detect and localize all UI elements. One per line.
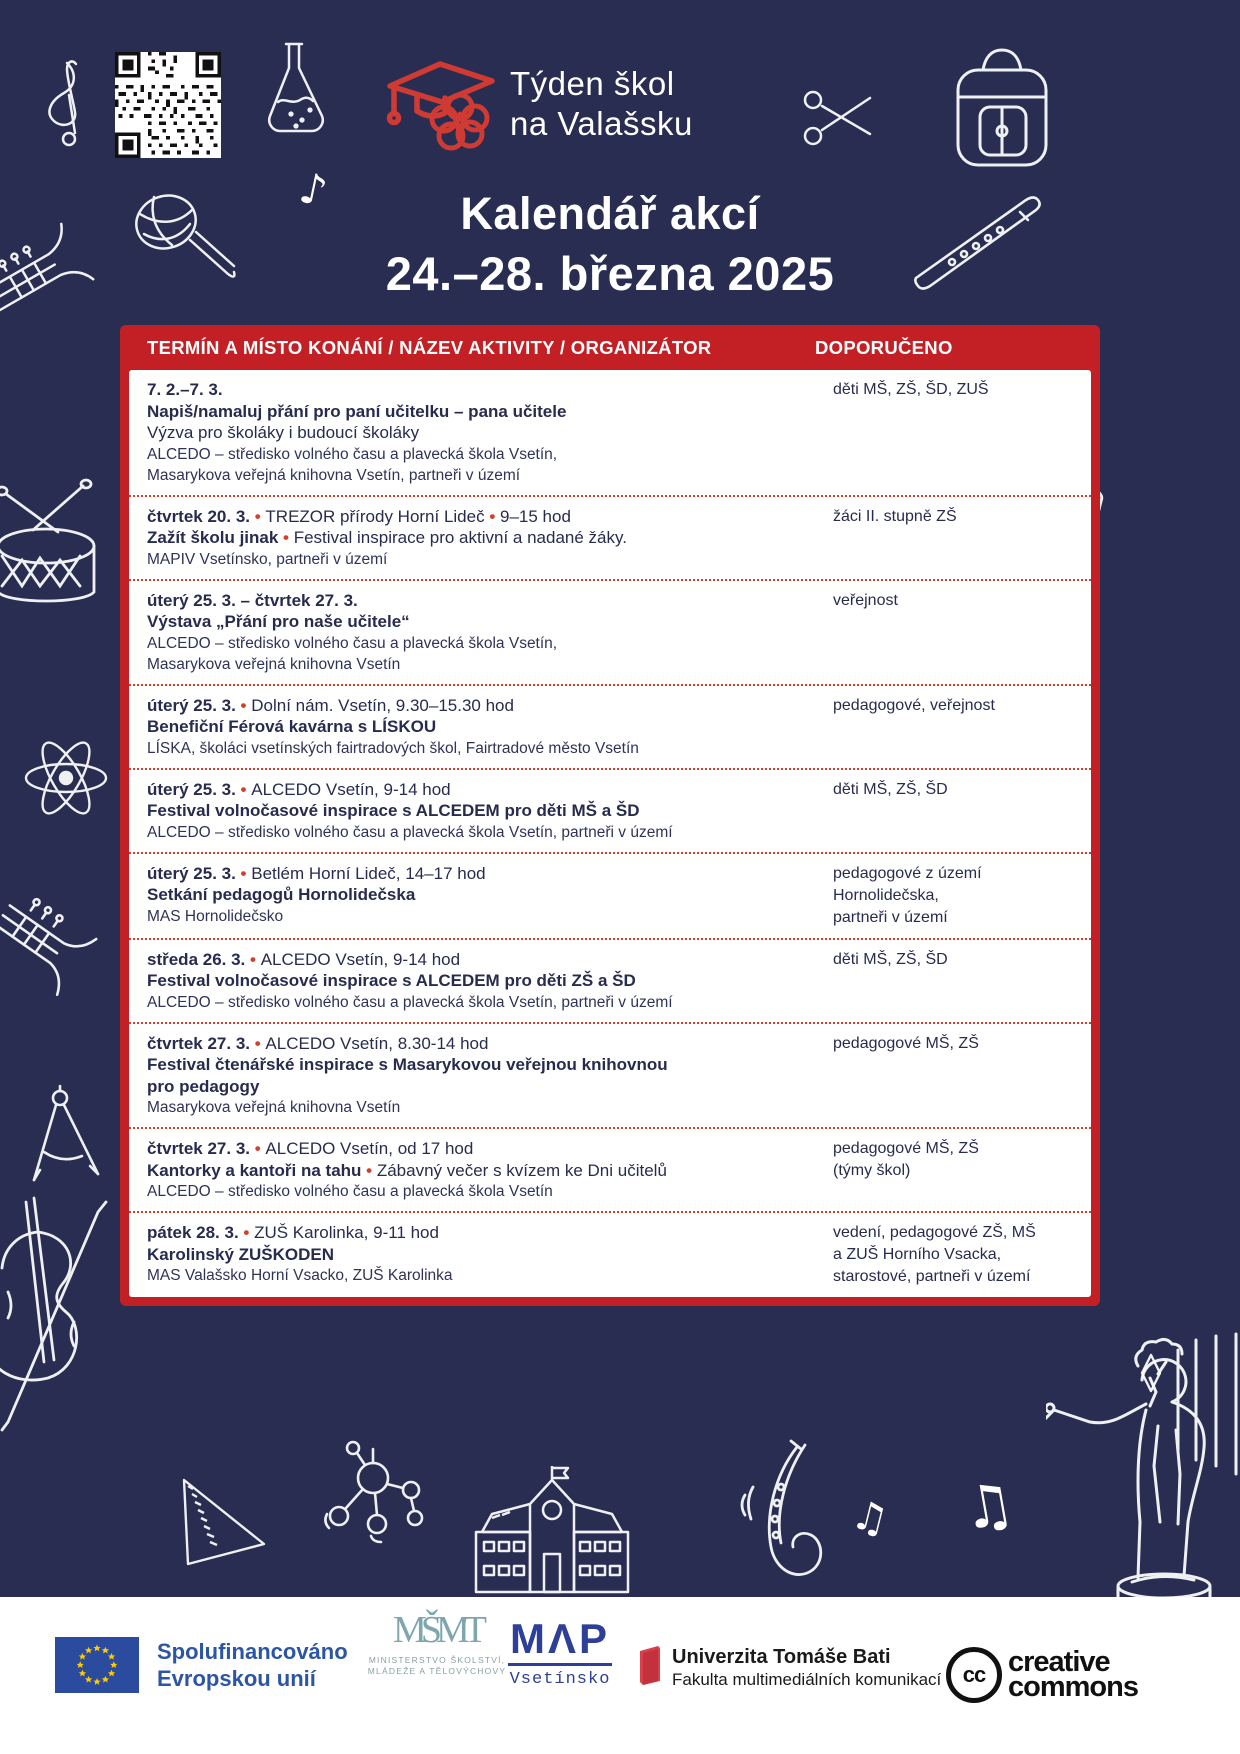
music-note-icon: ♫ — [846, 1491, 893, 1545]
msmt-line2: MLÁDEŽE A TĚLOVÝCHOVY — [367, 1666, 507, 1676]
event-audience: pedagogové MŠ, ZŠ — [833, 1034, 979, 1052]
eu-funding-line1: Spolufinancováno — [157, 1639, 348, 1664]
event-main: čtvrtek 27. 3. • ALCEDO Vsetín, 8.30-14 hod Festival čtenářské inspirace s Masarykovou veřejnou knihovnou pro pedagogy Masarykova veřejná knihovna Vsetín — [147, 1033, 668, 1116]
creative-commons-logo — [946, 1647, 1138, 1703]
utb-line1: Univerzita Tomáše Bati — [672, 1646, 891, 1668]
eu-funding-logo — [55, 1637, 348, 1693]
event-main: úterý 25. 3. • Betlém Horní Lideč, 14–17 hod Setkání pedagogů Hornolidečska MAS Hornolidečsko — [147, 863, 486, 925]
graduation-cap-flower-logo — [380, 50, 505, 160]
utb-book-icon — [638, 1645, 662, 1685]
msmt-logo — [352, 1609, 522, 1677]
backpack-icon — [938, 35, 1066, 173]
music-note-icon: ♫ — [956, 1468, 1020, 1544]
eu-funding-line2: Evropskou unií — [157, 1666, 316, 1691]
scissors-icon — [800, 90, 876, 150]
eu-flag-icon — [55, 1637, 139, 1693]
qr-code-icon — [115, 52, 221, 158]
table-row — [129, 684, 1091, 768]
brand-line1: Týden škol — [510, 65, 675, 102]
molecule-icon — [315, 1438, 427, 1566]
table-row — [129, 852, 1091, 938]
cello-icon — [0, 1172, 128, 1434]
table-row — [129, 1127, 1091, 1211]
event-audience: pedagogové MŠ, ZŠ (týmy škol) — [833, 1140, 979, 1179]
event-main: úterý 25. 3. – čtvrtek 27. 3. Výstava „Přání pro naše učitele“ ALCEDO – středisko volného času a plavecká škola Vsetín, Masarykova veřejná knihovna Vsetín — [147, 590, 558, 673]
event-main: úterý 25. 3. • ALCEDO Vsetín, 9-14 hod Festival volnočasové inspirace s ALCEDEM pro děti MŠ a ŠD ALCEDO – středisko volného času a plavecká škola Vsetín, partneři v území — [147, 779, 673, 841]
treble-clef-icon — [33, 55, 95, 151]
msmt-monogram: MŠMT — [393, 1609, 481, 1651]
event-main: čtvrtek 20. 3. • TREZOR přírody Horní Lideč • 9–15 hod Zažít školu jinak • Festival inspirace pro aktivní a nadané žáky. MAPIV Vsetínsko, partneři v území — [147, 506, 627, 568]
music-note-icon: ♪ — [295, 162, 332, 217]
event-main: čtvrtek 27. 3. • ALCEDO Vsetín, od 17 hod Kantorky a kantoři na tahu • Zábavný večer s kvízem ke Dni učitelů ALCEDO – středisko volného času a plavecká škola Vsetín — [147, 1139, 667, 1200]
table-body — [129, 370, 1091, 1297]
drum-icon — [0, 478, 108, 626]
table-row — [129, 768, 1091, 852]
cc-line1: creative — [1008, 1646, 1110, 1678]
brand-line2: na Valašsku — [510, 105, 693, 142]
atom-icon — [22, 732, 110, 824]
event-audience: žáci II. stupně ZŠ — [833, 507, 957, 525]
event-main: 7. 2.–7. 3. Napiš/namaluj přání pro paní učitelku – pana učitele Výzva pro školáky i budoucí školáky ALCEDO – středisko volného času a plavecká škola Vsetín, Masarykova veřejná knihovna Vsetín, partneři v území — [147, 380, 567, 484]
event-audience: pedagogové z území Hornolidečska, partneři v území — [833, 864, 982, 926]
event-main: úterý 25. 3. • Dolní nám. Vsetín, 9.30–15.30 hod Benefiční Férová kavárna s LÍSKOU LÍSKA, školáci vsetínských fairtradových škol, Fairtradové město Vsetín — [147, 695, 639, 757]
footer — [0, 1597, 1240, 1754]
table-row — [129, 579, 1091, 684]
page-title: Kalendář akcí — [460, 188, 760, 239]
column-header-term: TERMÍN A MÍSTO KONÁNÍ / NÁZEV AKTIVITY / ORGANIZÁTOR — [147, 336, 712, 358]
map-abbr: MΛP — [508, 1617, 612, 1666]
trumpet-icon — [0, 215, 102, 330]
cc-line2: commons — [1008, 1671, 1138, 1703]
page-title-block — [120, 188, 1100, 301]
column-header-recommended: DOPORUČENO — [815, 336, 953, 358]
event-audience: děti MŠ, ZŠ, ŠD, ZUŠ — [833, 381, 989, 398]
triangle-ruler-icon — [172, 1472, 270, 1572]
table-row — [129, 1211, 1091, 1297]
msmt-line1: MINISTERSTVO ŠKOLSTVÍ, — [368, 1655, 506, 1665]
event-audience: děti MŠ, ZŠ, ŠD — [833, 950, 948, 968]
brand-title — [510, 64, 693, 144]
event-audience: vedení, pedagogové ZŠ, MŠ a ZUŠ Horního Vsacka, starostové, partneři v území — [833, 1224, 1036, 1285]
event-main: pátek 28. 3. • ZUŠ Karolinka, 9-11 hod Karolinský ZUŠKODEN MAS Valašsko Horní Vsacko, ZUŠ Karolinka — [147, 1223, 453, 1284]
page-subtitle: 24.–28. března 2025 — [385, 247, 835, 300]
table-row — [129, 495, 1091, 579]
event-audience: veřejnost — [833, 591, 898, 609]
event-audience: pedagogové, veřejnost — [833, 696, 995, 714]
event-audience: děti MŠ, ZŠ, ŠD — [833, 780, 948, 798]
table-header — [129, 325, 1091, 370]
cc-circle-icon: cc — [946, 1647, 1002, 1703]
events-table — [120, 325, 1100, 1306]
event-main: středa 26. 3. • ALCEDO Vsetín, 9-14 hod Festival volnočasové inspirace s ALCEDEM pro děti ZŠ a ŠD ALCEDO – středisko volného času a plavecká škola Vsetín, partneři v území — [147, 949, 673, 1011]
saxophone-icon — [735, 1435, 830, 1597]
flask-icon — [258, 40, 336, 140]
utb-line2: Fakulta multimediálních komunikací — [672, 1670, 942, 1689]
table-row — [129, 370, 1091, 495]
utb-logo — [638, 1645, 941, 1691]
table-row — [129, 938, 1091, 1022]
map-name: Vsetínsko — [509, 1670, 611, 1689]
trumpet-icon — [0, 872, 102, 1022]
school-building-icon — [472, 1462, 632, 1597]
map-vsetinsko-logo — [508, 1617, 612, 1689]
table-row — [129, 1022, 1091, 1128]
sparkle-icon — [1136, 1352, 1166, 1394]
